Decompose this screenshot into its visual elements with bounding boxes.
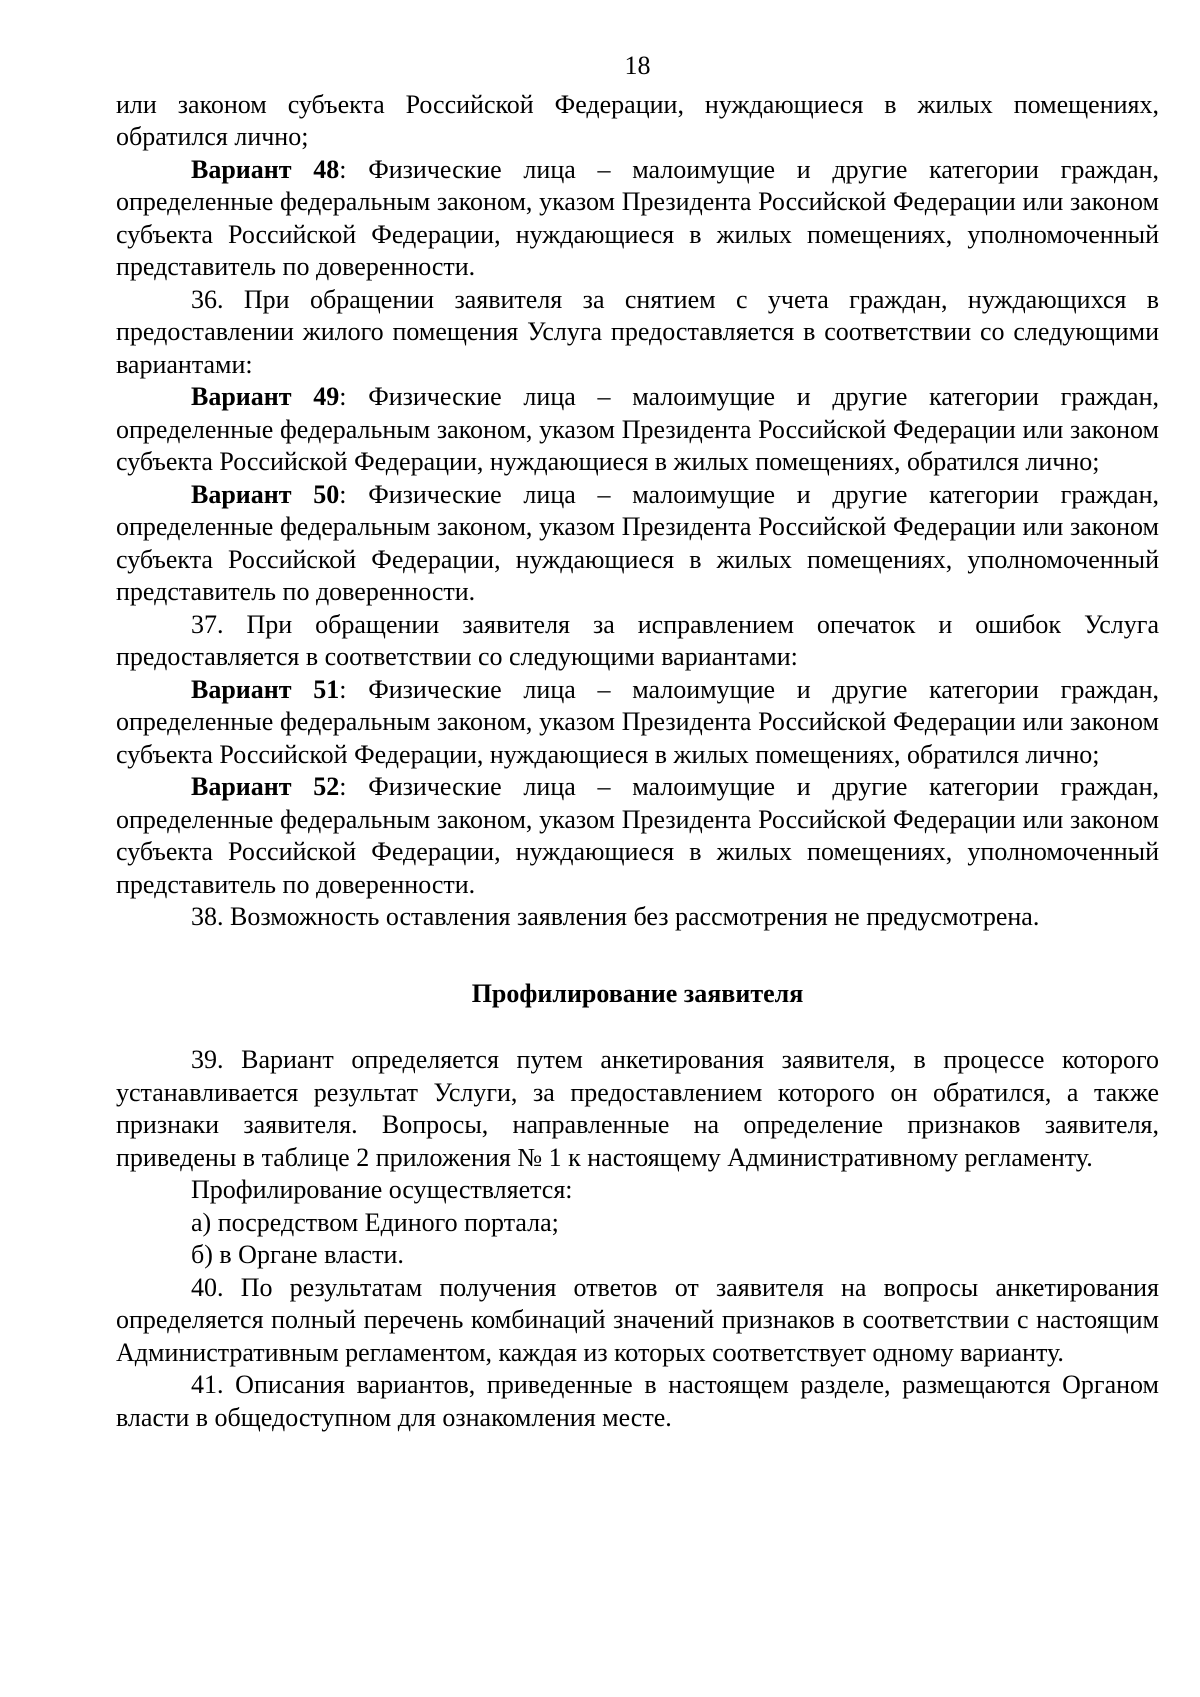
paragraph-37: 37. При обращении заявителя за исправлением опечаток и ошибок Услуга предоставляется в соответствии со следующими вариантами: — [116, 609, 1159, 671]
document-page — [116, 50, 1159, 1434]
paragraph-36: 36. При обращении заявителя за снятием с учета граждан, нуждающихся в предоставлении жилого помещения Услуга предоставляется в соответствии со следующими вариантами: — [116, 284, 1159, 379]
list-item-a: а) посредством Единого портала; — [191, 1207, 559, 1237]
paragraph-41: 41. Описания вариантов, приведенные в настоящем разделе, размещаются Органом власти в общедоступном для ознакомления месте. — [116, 1370, 1159, 1432]
variant-number: 50 — [313, 479, 340, 509]
variant-text: : Физические лица – малоимущие и другие категории граждан, определенные федеральным законом, указом Президента Российской Федерации или законом субъекта Российской Федерации, нуждающиеся в жилых помещениях, уполномоченный представитель по доверенности. — [116, 154, 1160, 281]
variant-label: Вариант — [191, 674, 292, 704]
paragraph-profiling: Профилирование осуществляется: — [191, 1175, 573, 1204]
page-number: 18 — [624, 51, 651, 80]
variant-48 — [116, 154, 1159, 284]
variant-text: : Физические лица – малоимущие и другие категории граждан, определенные федеральным законом, указом Президента Российской Федерации или законом субъекта Российской Федерации, нуждающиеся в жилых помещениях, уполномоченный представитель по доверенности. — [116, 479, 1160, 606]
paragraph-40: 40. По результатам получения ответов от заявителя на вопросы анкетирования определяется полный перечень комбинаций значений признаков в соответствии с настоящим Административным регламентом, каждая из которых соответствует одному варианту. — [116, 1272, 1159, 1367]
paragraph-continuation: или законом субъекта Российской Федерации, нуждающиеся в жилых помещениях, обратился лично; — [116, 89, 1159, 151]
variant-text: : Физические лица – малоимущие и другие категории граждан, определенные федеральным законом, указом Президента Российской Федерации или законом субъекта Российской Федерации, нуждающиеся в жилых помещениях, уполномоченный представитель по доверенности. — [116, 772, 1160, 899]
variant-number: 48 — [313, 154, 340, 184]
variant-label: Вариант — [191, 382, 292, 411]
list-item-b: б) в Органе власти. — [191, 1240, 404, 1269]
variant-text: : Физические лица – малоимущие и другие категории граждан, определенные федеральным законом, указом Президента Российской Федерации или законом субъекта Российской Федерации, нуждающиеся в жилых помещениях, обратился лично; — [116, 382, 1160, 476]
variant-label: Вариант — [191, 154, 292, 184]
variant-51 — [116, 674, 1159, 772]
variant-50 — [116, 479, 1159, 609]
variant-number: 52 — [313, 772, 340, 801]
variant-label: Вариант — [191, 479, 292, 509]
variant-52 — [116, 771, 1159, 901]
variant-text: : Физические лица – малоимущие и другие категории граждан, определенные федеральным законом, указом Президента Российской Федерации или законом субъекта Российской Федерации, нуждающиеся в жилых помещениях, обратился лично; — [116, 674, 1160, 769]
variant-number: 51 — [313, 674, 340, 704]
variant-49 — [116, 381, 1159, 479]
section-heading: Профилирование заявителя — [471, 978, 804, 1008]
variant-number: 49 — [313, 382, 340, 411]
variant-label: Вариант — [191, 772, 292, 801]
paragraph-39: 39. Вариант определяется путем анкетирования заявителя, в процессе которого устанавливается результат Услуги, за предоставлением которого он обратился, а также признаки заявителя. Вопросы, направленные на определение признаков заявителя, приведены в таблице 2 приложения № 1 к настоящему Административному регламенту. — [116, 1045, 1159, 1172]
paragraph-38: 38. Возможность оставления заявления без рассмотрения не предусмотрена. — [191, 902, 1040, 931]
